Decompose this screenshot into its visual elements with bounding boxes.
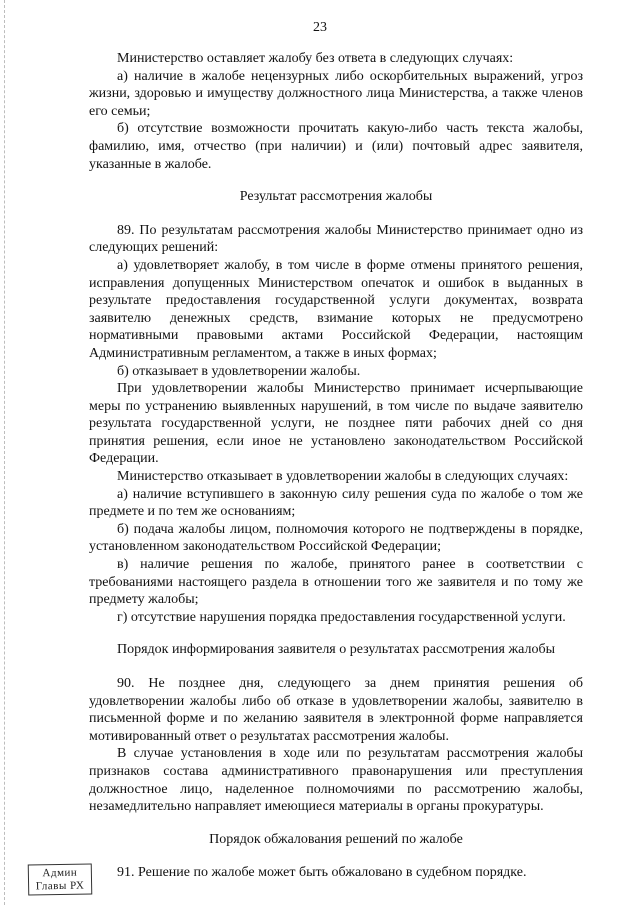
page-left-edge xyxy=(4,0,5,905)
heading-inform: Порядок информирования заявителя о результатах рассмотрения жалобы xyxy=(116,642,556,658)
heading-result: Результат рассмотрения жалобы xyxy=(239,189,433,205)
stamp-line-1: Админ xyxy=(42,866,78,880)
refusal-lead: Министерство отказывает в удовлетворении жалобы в следующих случаях: xyxy=(117,469,569,485)
stamp-line-2: Главы РХ xyxy=(35,879,85,893)
no-answer-item-a: а) наличие в жалобе нецензурных либо оскорбительных выражений, угроз жизни, здоровью и имуществу должностного лица Министерства, а также членов его семьи; xyxy=(89,68,583,119)
refusal-item-c: в) наличие решения по жалобе, принятого ранее в соответствии с требованиями настоящего раздела в отношении того же заявителя и по тому же предмету жалобы; xyxy=(89,557,583,608)
refusal-item-b: б) подача жалобы лицом, полномочия которого не подтверждены в порядке, установленном законодательством Российской Федерации; xyxy=(89,521,583,555)
document-body xyxy=(89,50,583,882)
paragraph-90: 90. Не позднее дня, следующего за днем принятия решения об удовлетворении жалобы либо об отказе в удовлетворении жалобы, заявителю в письменной форме и по желанию заявителя в электронной форме направляется мотивированный ответ о результатах рассмотрения жалобы. xyxy=(89,676,583,744)
paragraph-89-lead: 89. По результатам рассмотрения жалобы Министерство принимает одно из следующих решений: xyxy=(89,222,583,256)
satisfy-measures: При удовлетворении жалобы Министерство принимает исчерпывающие меры по устранению выявленных нарушений, в том числе по выдаче заявителю результата государственной услуги, не позднее пяти рабочих дней со дня принятия решения, если иное не установлено законодательством Российской Федерации. xyxy=(89,381,583,467)
page-number: 23 xyxy=(313,20,327,35)
paragraph-90-violation: В случае установления в ходе или по результатам рассмотрения жалобы признаков состава административного правонарушения или преступления должностное лицо, наделенное полномочиями по рассмотрению жалобы, незамедлительно направляет имеющиеся материалы в органы прокуратуры. xyxy=(89,746,583,815)
heading-appeal: Порядок обжалования решений по жалобе xyxy=(209,831,463,847)
refusal-item-d: г) отсутствие нарушения порядка предоставления государственной услуги. xyxy=(117,609,566,625)
refusal-item-a: а) наличие вступившего в законную силу решения суда по жалобе о том же предмете и по тем же основаниям; xyxy=(89,486,583,520)
no-answer-lead: Министерство оставляет жалобу без ответа в следующих случаях: xyxy=(117,51,514,66)
administration-stamp xyxy=(28,863,93,895)
no-answer-item-b: б) отсутствие возможности прочитать какую-либо часть текста жалобы, фамилию, имя, отчество (при наличии) и (или) почтовый адрес заявителя, указанные в жалобе. xyxy=(89,121,583,172)
decision-item-a: а) удовлетворяет жалобу, в том числе в форме отмены принятого решения, исправления допущенных Министерством опечаток и ошибок в выданных в результате предоставления государственной услуги документах, возврата заявителю денежных средств, взимание которых не предусмотрено нормативными правовыми актами Российской Федерации, настоящим Административным регламентом, а также в иных формах; xyxy=(89,257,583,361)
decision-item-b: б) отказывает в удовлетворении жалобы. xyxy=(117,363,361,379)
paragraph-91: 91. Решение по жалобе может быть обжаловано в судебном порядке. xyxy=(117,865,527,881)
